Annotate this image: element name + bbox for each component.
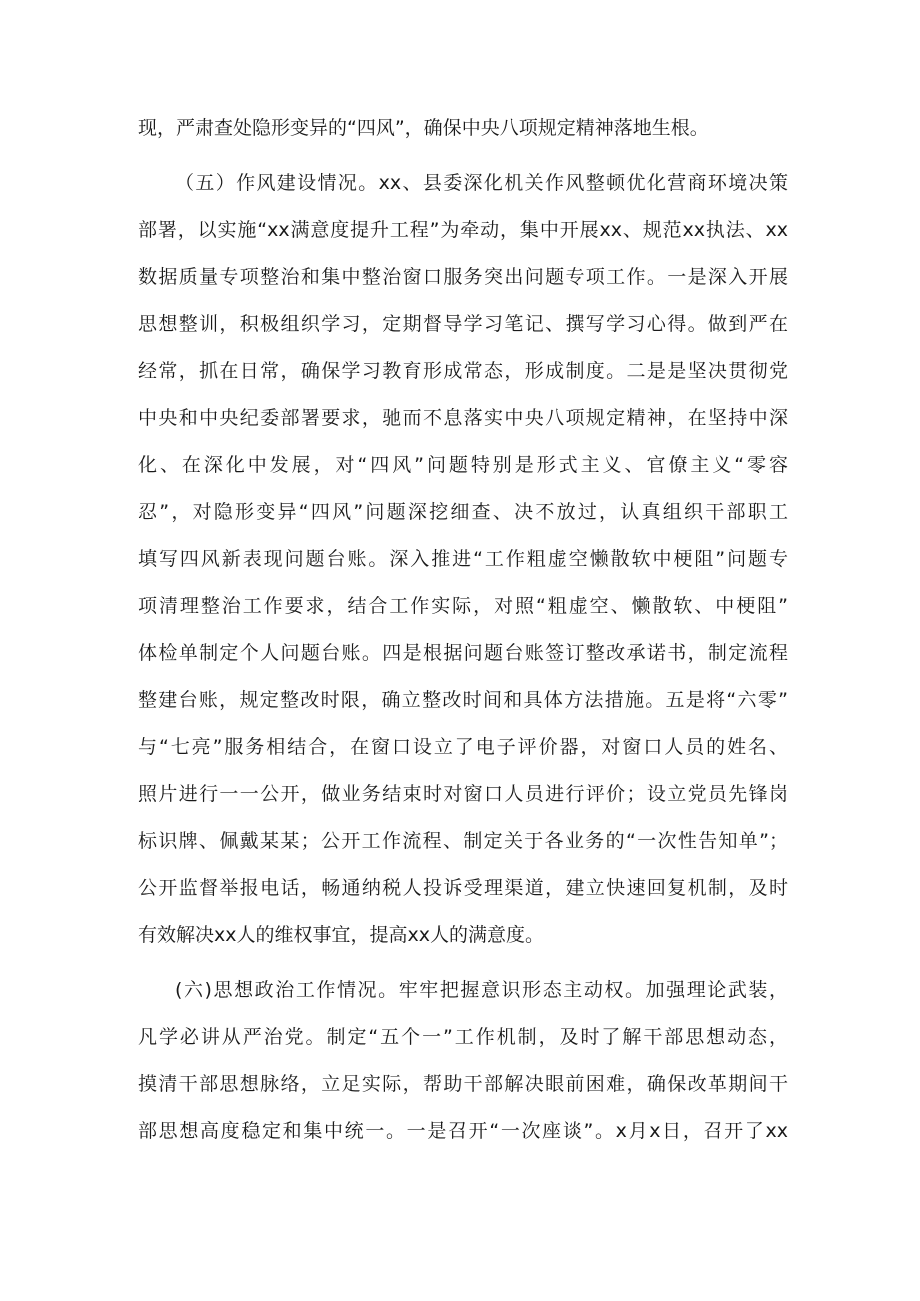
- text-line: 数据质量专项整治和集中整治窗口服务突出问题专项工作。一是深入开展: [138, 266, 788, 288]
- text-line: 凡学必讲从严治党。制定“五个一”工作机制，及时了解干部思想动态，: [138, 1026, 788, 1048]
- text-line: 经常，抓在日常，确保学习教育形成常态，形成制度。二是是坚决贯彻党: [138, 360, 788, 382]
- text-line: 有效解决xx人的维权事宜，提高xx人的满意度。: [138, 924, 544, 946]
- text-line: 公开监督举报电话，畅通纳税人投诉受理渠道，建立快速回复机制，及时: [138, 877, 788, 899]
- text-line: 摸清干部思想脉络，立足实际，帮助干部解决眼前困难，确保改革期间干: [138, 1073, 788, 1095]
- text-line: 部署，以实施“xx满意度提升工程”为牵动，集中开展xx、规范xx执法、xx: [138, 219, 788, 241]
- section-six-heading-line: (六)思想政治工作情况。牢牢把握意识形态主动权。加强理论武装，: [175, 979, 788, 1001]
- text-line: 部思想高度稳定和集中统一。一是召开“一次座谈”。x月x日，召开了xx: [138, 1120, 788, 1142]
- text-line: 化、在深化中发展，对“四风”问题特别是形式主义、官僚主义“零容: [138, 454, 788, 476]
- text-line: 体检单制定个人问题台账。四是根据问题台账签订整改承诺书，制定流程: [138, 642, 788, 664]
- text-line: 思想整训，积极组织学习，定期督导学习笔记、撰写学习心得。做到严在: [138, 313, 788, 335]
- section-five-heading-line: （五）作风建设情况。xx、县委深化机关作风整顿优化营商环境决策: [175, 172, 788, 194]
- text-line: 整建台账，规定整改时限，确立整改时间和具体方法措施。五是将“六零”: [138, 689, 788, 711]
- text-line: 忍”，对隐形变异“四风”问题深挖细查、决不放过，认真组织干部职工: [138, 501, 788, 523]
- text-line: 与“七亮”服务相结合，在窗口设立了电子评价器，对窗口人员的姓名、: [138, 736, 788, 758]
- text-line: 项清理整治工作要求，结合工作实际，对照“粗虚空、懒散软、中梗阻”: [138, 595, 788, 617]
- text-line: 标识牌、佩戴某某；公开工作流程、制定关于各业务的“一次性告知单”；: [138, 830, 788, 852]
- text-line: 照片进行一一公开，做业务结束时对窗口人员进行评价；设立党员先锋岗: [138, 783, 788, 805]
- text-line: 填写四风新表现问题台账。深入推进“工作粗虚空懒散软中梗阻”问题专: [138, 548, 788, 570]
- text-line: 中央和中央纪委部署要求，驰而不息落实中央八项规定精神，在坚持中深: [138, 407, 788, 429]
- text-line: 现，严肃查处隐形变异的“四风”，确保中央八项规定精神落地生根。: [138, 117, 709, 139]
